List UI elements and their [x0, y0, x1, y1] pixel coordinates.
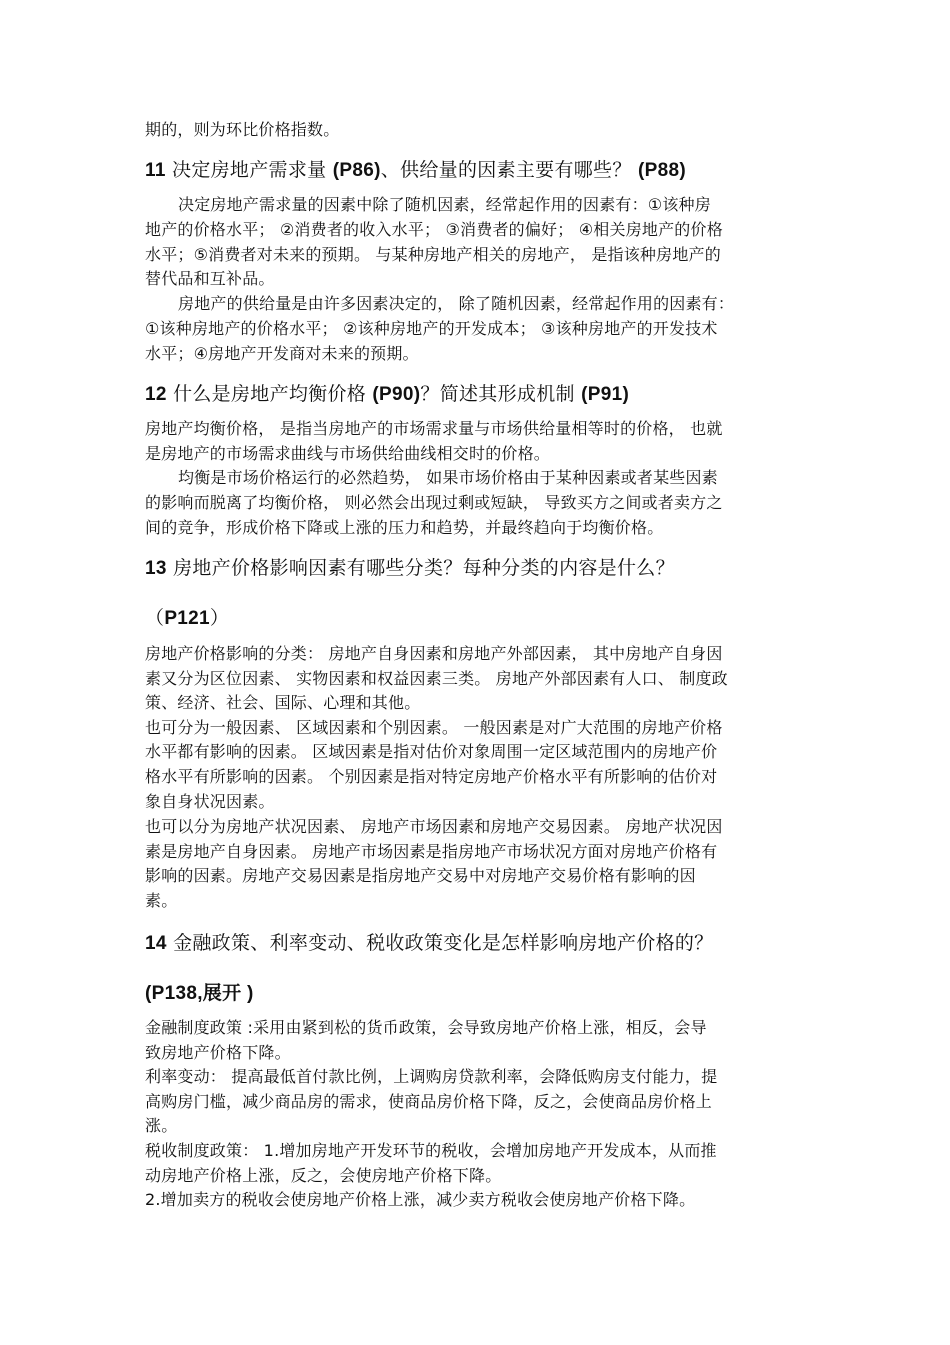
q14-page-ref: (P138,展开 )	[145, 983, 254, 1004]
q12-p2-line: 间的竞争，形成价格下降或上涨的压力和趋势，并最终趋向于均衡价格。	[145, 518, 664, 537]
q11-p1-line: 水平；⑤消费者对未来的预期。 与某种房地产相关的房地产， 是指该种房地产的	[145, 245, 721, 264]
q11-p2-line: 水平；④房地产开发商对未来的预期。	[145, 344, 419, 363]
q12-heading: 12 什么是房地产均衡价格 (P90)？简述其形成机制 (P91)	[145, 383, 630, 405]
intro-line: 期的，则为环比价格指数。	[145, 120, 340, 139]
q11-p2-line: 房地产的供给量是由许多因素决定的， 除了随机因素，经常起作用的因素有：	[178, 294, 735, 313]
q13-p1-line: 房地产价格影响的分类： 房地产自身因素和房地产外部因素， 其中房地产自身因	[145, 644, 723, 663]
q12-p1-line: 是房地产的市场需求曲线与市场供给曲线相交时的价格。	[145, 444, 551, 463]
q12-p2-line: 均衡是市场价格运行的必然趋势， 如果市场价格由于某种因素或者某些因素	[178, 468, 718, 487]
q12-p1-line: 房地产均衡价格， 是指当房地产的市场需求量与市场供给量相等时的价格， 也就	[145, 419, 723, 438]
q13-page-ref: （P121）	[145, 607, 230, 629]
q13-p2-line: 也可分为一般因素、 区域因素和个别因素。 一般因素是对广大范围的房地产价格	[145, 718, 723, 737]
q11-heading: 11 决定房地产需求量 (P86)、供给量的因素主要有哪些？ (P88)	[145, 159, 686, 181]
q11-p2-line: ①该种房地产的价格水平； ②该种房地产的开发成本； ③该种房地产的开发技术	[145, 319, 718, 338]
q14-p2-line: 利率变动： 提高最低首付款比例，上调购房贷款利率，会降低购房支付能力，提	[145, 1067, 718, 1086]
q13-p3-line: 素。	[145, 891, 178, 910]
q13-p2-line: 水平都有影响的因素。 区域因素是指对估价对象周围一定区域范围内的房地产价	[145, 742, 718, 761]
q13-p1-line: 策、经济、社会、国际、心理和其他。	[145, 693, 421, 712]
q13-p2-line: 象自身状况因素。	[145, 792, 275, 811]
q11-p1-line: 替代品和互补品。	[145, 269, 275, 288]
q13-p2-line: 格水平有所影响的因素。 个别因素是指对特定房地产价格水平有所影响的估价对	[145, 767, 718, 786]
q14-p3-line: 动房地产价格上涨，反之，会使房地产价格下降。	[145, 1166, 502, 1185]
q14-heading: 14 金融政策、利率变动、税收政策变化是怎样影响房地产价格的？	[145, 932, 714, 954]
q11-p1-line: 地产的价格水平； ②消费者的收入水平； ③消费者的偏好； ④相关房地产的价格	[145, 220, 723, 239]
q14-p1-line: 金融制度政策 :采用由紧到松的货币政策，会导致房地产价格上涨，相反，会导	[145, 1018, 707, 1037]
q14-p1-line: 致房地产价格下降。	[145, 1043, 291, 1062]
q13-heading: 13 房地产价格影响因素有哪些分类？每种分类的内容是什么？	[145, 557, 675, 579]
q14-p3-line: 税收制度政策： 1.增加房地产开发环节的税收，会增加房地产开发成本，从而推	[145, 1141, 717, 1160]
q13-p1-line: 素又分为区位因素、 实物因素和权益因素三类。 房地产外部因素有人口、 制度政	[145, 669, 728, 688]
q14-p2-line: 高购房门槛，减少商品房的需求，使商品房价格下降，反之，会使商品房价格上	[145, 1092, 713, 1111]
q13-p3-line: 影响的因素。房地产交易因素是指房地产交易中对房地产交易价格有影响的因	[145, 866, 696, 885]
q14-p2-line: 涨。	[145, 1116, 178, 1135]
q12-p2-line: 的影响而脱离了均衡价格， 则必然会出现过剩或短缺， 导致买方之间或者卖方之	[145, 493, 723, 512]
q13-p3-line: 素是房地产自身因素。 房地产市场因素是指房地产市场状况方面对房地产价格有	[145, 842, 718, 861]
q13-p3-line: 也可以分为房地产状况因素、 房地产市场因素和房地产交易因素。 房地产状况因	[145, 817, 723, 836]
q11-p1-line: 决定房地产需求量的因素中除了随机因素，经常起作用的因素有：①该种房	[178, 195, 711, 214]
q14-p3-line: 2.增加卖方的税收会使房地产价格上涨，减少卖方税收会使房地产价格下降。	[145, 1190, 696, 1209]
